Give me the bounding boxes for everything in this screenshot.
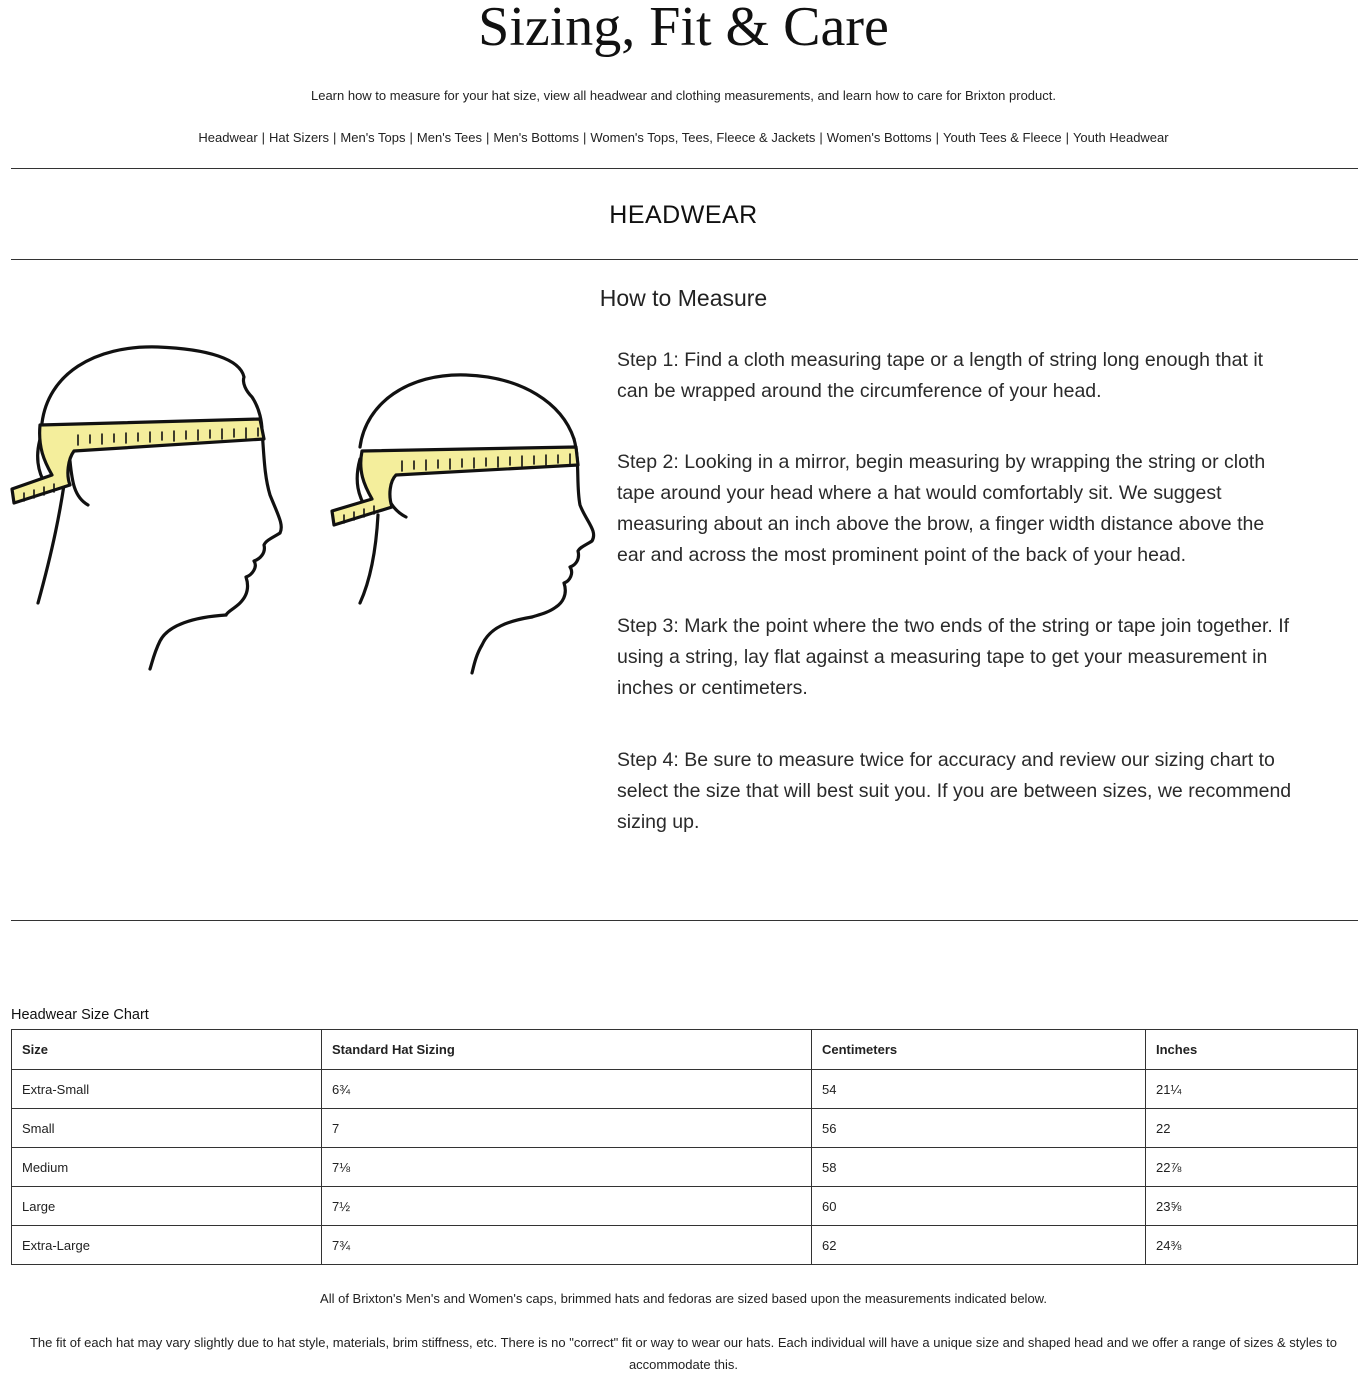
table-cell: 56: [812, 1109, 1146, 1148]
nav-link-mens-tees[interactable]: Men's Tees: [416, 130, 483, 145]
column-header: Inches: [1146, 1030, 1358, 1070]
table-cell: Extra-Small: [12, 1070, 322, 1109]
nav-link-headwear[interactable]: Headwear: [198, 130, 258, 145]
table-cell: 22⅞: [1146, 1148, 1358, 1187]
nav-separator: |: [819, 130, 823, 145]
step-1-text: Step 1: Find a cloth measuring tape or a length of string long enough that it can be wrapped around the circumference of your head.: [617, 349, 1264, 402]
table-row: [12, 1226, 1358, 1265]
table-cell: Medium: [12, 1148, 322, 1187]
table-cell: Small: [12, 1109, 322, 1148]
nav-link-mens-bottoms[interactable]: Men's Bottoms: [493, 130, 579, 145]
step-3-text: Step 3: Mark the point where the two ends of the string or tape join together. If using a string, lay flat against a measuring tape to get your measurement in inches or centimeters.: [617, 615, 1290, 699]
nav-separator: |: [261, 130, 266, 145]
table-cell: 58: [812, 1148, 1146, 1187]
table-cell: 7¾: [322, 1226, 812, 1265]
nav-separator: |: [1065, 130, 1069, 145]
page-subtitle: Learn how to measure for your hat size, view all headwear and clothing measurements, and learn how to care for Brixton product.: [310, 88, 1056, 103]
nav-link-hat-sizers[interactable]: Hat Sizers: [269, 130, 330, 145]
table-row: [12, 1187, 1358, 1226]
nav-link-youth-tees-fleece[interactable]: Youth Tees & Fleece: [943, 130, 1062, 145]
table-row: [12, 1148, 1358, 1187]
table-cell: 7: [322, 1109, 812, 1148]
table-header-row: [12, 1030, 1358, 1070]
divider: [11, 168, 1358, 169]
column-header: Centimeters: [812, 1030, 1146, 1070]
head-measuring-tape-illustration: [8, 335, 608, 685]
column-header: Size: [12, 1030, 322, 1070]
size-chart-caption: Headwear Size Chart: [11, 1007, 149, 1023]
table-cell: 22: [1146, 1109, 1358, 1148]
size-chart-table: [11, 1029, 1358, 1265]
table-cell: 6¾: [322, 1070, 812, 1109]
table-cell: 60: [812, 1187, 1146, 1226]
measure-steps: [617, 345, 1297, 838]
table-cell: 24⅜: [1146, 1226, 1358, 1265]
page-title: Sizing, Fit & Care: [478, 0, 889, 58]
step-2-text: Step 2: Looking in a mirror, begin measuring by wrapping the string or cloth tape around your head where a hat would comfortably sit. We suggest measuring about an inch above the brow, a finger width distance above the ear and across the most prominent point of the back of your head.: [617, 451, 1266, 566]
table-cell: Large: [12, 1187, 322, 1226]
section-title-headwear: HEADWEAR: [609, 201, 758, 229]
fit-note: The fit of each hat may vary slightly due to hat style, materials, brim stiffness, etc. There is no "correct" fit or way to wear our hats. Each individual will have a unique size and shaped head and we offer a range of sizes & styles to accommodate this.: [29, 1335, 1337, 1372]
nav-link-youth-headwear[interactable]: Youth Headwear: [1072, 130, 1169, 145]
table-cell: 54: [812, 1070, 1146, 1109]
table-row: [12, 1070, 1358, 1109]
nav-link-mens-tops[interactable]: Men's Tops: [340, 130, 406, 145]
table-cell: 7½: [322, 1187, 812, 1226]
table-cell: 21¼: [1146, 1070, 1358, 1109]
section-nav: [0, 129, 1367, 147]
nav-separator: |: [582, 130, 587, 145]
nav-separator: |: [486, 130, 490, 145]
nav-separator: |: [935, 130, 940, 145]
nav-link-womens-tops[interactable]: Women's Tops, Tees, Fleece & Jackets: [590, 130, 816, 145]
table-cell: 7⅛: [322, 1148, 812, 1187]
nav-separator: |: [333, 130, 337, 145]
column-header: Standard Hat Sizing: [322, 1030, 812, 1070]
divider: [11, 920, 1358, 921]
divider: [11, 259, 1358, 260]
table-cell: 23⅝: [1146, 1187, 1358, 1226]
nav-link-womens-bottoms[interactable]: Women's Bottoms: [826, 130, 932, 145]
table-cell: 62: [812, 1226, 1146, 1265]
step-4-text: Step 4: Be sure to measure twice for accuracy and review our sizing chart to select the size that will best suit you. If you are between sizes, we recommend sizing up.: [617, 749, 1292, 833]
table-row: [12, 1109, 1358, 1148]
sizing-note: All of Brixton's Men's and Women's caps, brimmed hats and fedoras are sized based upon the measurements indicated below.: [320, 1291, 1047, 1306]
nav-separator: |: [409, 130, 413, 145]
how-to-measure-heading: How to Measure: [599, 285, 768, 311]
table-cell: Extra-Large: [12, 1226, 322, 1265]
